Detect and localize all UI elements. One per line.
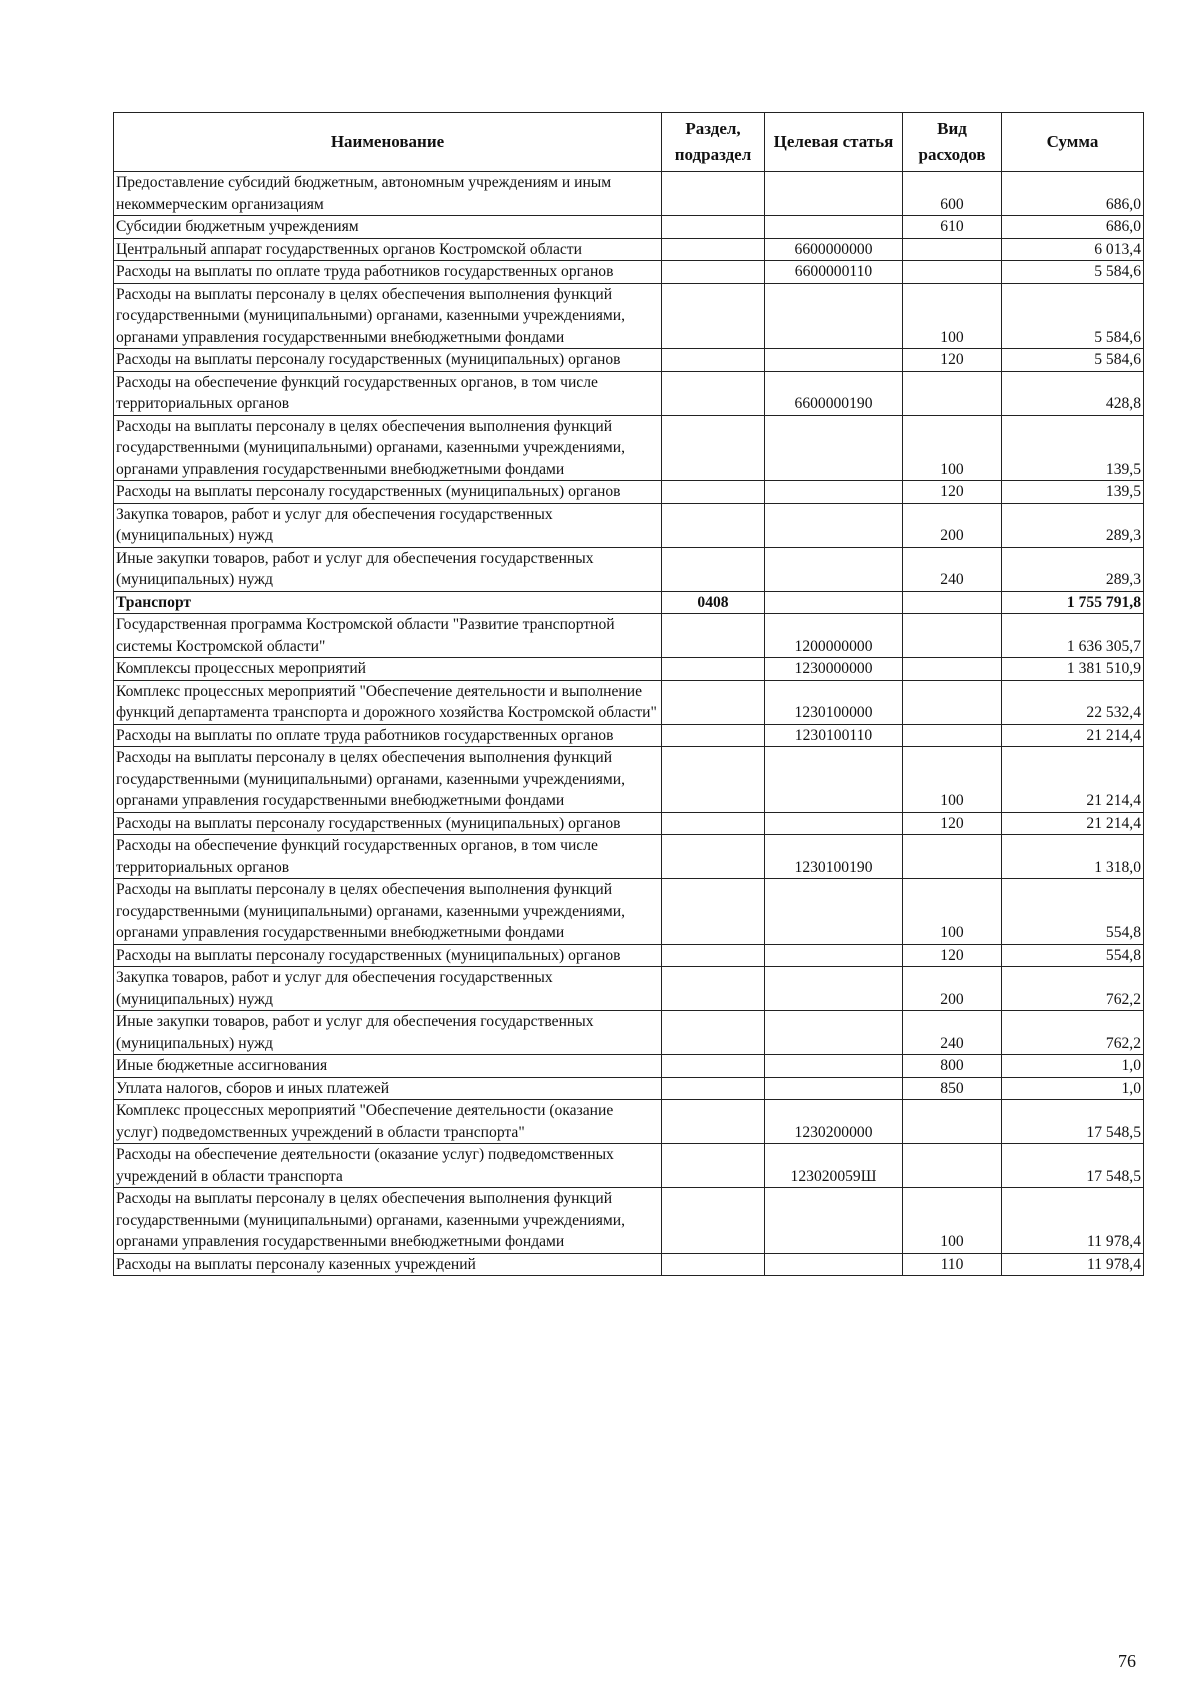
cell-type: 100 [903,283,1002,349]
cell-sum: 554,8 [1002,879,1144,945]
cell-name: Расходы на выплаты персоналу в целях обеспечения выполнения функций государственными (муниципальными) органами, казенными учреждениями, органами управления государственными внебюджетными фондами [114,747,662,813]
cell-type: 100 [903,879,1002,945]
cell-type: 800 [903,1055,1002,1078]
cell-sum: 6 013,4 [1002,238,1144,261]
cell-type: 240 [903,1011,1002,1055]
header-type: Вид расходов [903,113,1002,172]
cell-sum: 139,5 [1002,415,1144,481]
cell-sum: 554,8 [1002,944,1144,967]
cell-section [662,1100,765,1144]
cell-type [903,614,1002,658]
cell-sum: 289,3 [1002,503,1144,547]
cell-target [765,503,903,547]
cell-name: Государственная программа Костромской области "Развитие транспортной системы Костромской области" [114,614,662,658]
cell-type [903,724,1002,747]
cell-type: 610 [903,216,1002,239]
table-row [114,503,1144,547]
cell-sum: 1,0 [1002,1077,1144,1100]
table-row [114,481,1144,504]
table-row [114,835,1144,879]
cell-name: Расходы на выплаты по оплате труда работников государственных органов [114,261,662,284]
cell-target: 123020059Ш [765,1144,903,1188]
cell-type: 200 [903,967,1002,1011]
cell-name: Расходы на выплаты персоналу государственных (муниципальных) органов [114,944,662,967]
cell-name: Расходы на выплаты персоналу государственных (муниципальных) органов [114,481,662,504]
cell-target: 1230100110 [765,724,903,747]
cell-type [903,238,1002,261]
cell-name: Комплекс процессных мероприятий "Обеспечение деятельности и выполнение функций департамента транспорта и дорожного хозяйства Костромской области" [114,680,662,724]
table-row [114,812,1144,835]
table-row [114,371,1144,415]
cell-type: 100 [903,747,1002,813]
cell-sum: 139,5 [1002,481,1144,504]
cell-name: Субсидии бюджетным учреждениям [114,216,662,239]
cell-section [662,967,765,1011]
header-sum: Сумма [1002,113,1144,172]
cell-sum: 1 318,0 [1002,835,1144,879]
cell-name: Уплата налогов, сборов и иных платежей [114,1077,662,1100]
cell-section [662,658,765,681]
cell-target [765,1188,903,1254]
cell-type: 120 [903,349,1002,372]
table-row [114,967,1144,1011]
cell-target [765,547,903,591]
cell-type: 110 [903,1253,1002,1276]
cell-name: Расходы на выплаты по оплате труда работников государственных органов [114,724,662,747]
table-row [114,680,1144,724]
cell-sum: 762,2 [1002,967,1144,1011]
cell-name: Расходы на обеспечение функций государственных органов, в том числе территориальных органов [114,371,662,415]
cell-target: 1230200000 [765,1100,903,1144]
cell-target: 6600000000 [765,238,903,261]
table-row [114,415,1144,481]
cell-target [765,216,903,239]
cell-sum: 11 978,4 [1002,1188,1144,1254]
cell-section: 0408 [662,591,765,614]
table-row [114,614,1144,658]
cell-sum: 1 381 510,9 [1002,658,1144,681]
cell-type: 120 [903,481,1002,504]
cell-target [765,283,903,349]
table-row [114,879,1144,945]
cell-sum: 686,0 [1002,172,1144,216]
cell-target: 1200000000 [765,614,903,658]
cell-type [903,371,1002,415]
cell-name: Расходы на выплаты персоналу казенных учреждений [114,1253,662,1276]
table-row [114,283,1144,349]
cell-name: Расходы на выплаты персоналу государственных (муниципальных) органов [114,812,662,835]
cell-name: Закупка товаров, работ и услуг для обеспечения государственных (муниципальных) нужд [114,967,662,1011]
cell-section [662,172,765,216]
cell-section [662,349,765,372]
cell-sum: 21 214,4 [1002,747,1144,813]
cell-type: 120 [903,944,1002,967]
cell-section [662,1253,765,1276]
cell-type: 850 [903,1077,1002,1100]
cell-target [765,481,903,504]
cell-type [903,591,1002,614]
cell-section [662,283,765,349]
table-row [114,216,1144,239]
cell-target [765,1055,903,1078]
cell-name: Центральный аппарат государственных органов Костромской области [114,238,662,261]
table-row [114,172,1144,216]
cell-type: 120 [903,812,1002,835]
table-row [114,1100,1144,1144]
header-section: Раздел, подраздел [662,113,765,172]
table-row [114,658,1144,681]
cell-section [662,724,765,747]
table-row [114,944,1144,967]
cell-target [765,349,903,372]
cell-name: Комплексы процессных мероприятий [114,658,662,681]
cell-type [903,835,1002,879]
cell-section [662,481,765,504]
cell-target [765,1077,903,1100]
cell-section [662,1077,765,1100]
cell-sum: 17 548,5 [1002,1144,1144,1188]
table-row [114,724,1144,747]
cell-name: Расходы на обеспечение функций государственных органов, в том числе территориальных органов [114,835,662,879]
cell-section [662,944,765,967]
cell-name: Расходы на выплаты персоналу в целях обеспечения выполнения функций государственными (муниципальными) органами, казенными учреждениями, органами управления государственными внебюджетными фондами [114,879,662,945]
cell-section [662,503,765,547]
cell-type [903,261,1002,284]
cell-section [662,812,765,835]
table-row [114,1188,1144,1254]
table-row [114,591,1144,614]
cell-sum: 21 214,4 [1002,724,1144,747]
cell-target [765,591,903,614]
cell-name: Комплекс процессных мероприятий "Обеспечение деятельности (оказание услуг) подведомственных учреждений в области транспорта" [114,1100,662,1144]
cell-target [765,967,903,1011]
cell-target: 6600000190 [765,371,903,415]
cell-section [662,547,765,591]
table-row [114,1011,1144,1055]
table-row [114,547,1144,591]
cell-section [662,1188,765,1254]
cell-section [662,1055,765,1078]
cell-section [662,261,765,284]
cell-sum: 5 584,6 [1002,349,1144,372]
cell-name: Расходы на выплаты персоналу в целях обеспечения выполнения функций государственными (муниципальными) органами, казенными учреждениями, органами управления государственными внебюджетными фондами [114,415,662,481]
cell-sum: 17 548,5 [1002,1100,1144,1144]
cell-sum: 11 978,4 [1002,1253,1144,1276]
cell-target: 6600000110 [765,261,903,284]
cell-target [765,1253,903,1276]
cell-section [662,371,765,415]
cell-sum: 21 214,4 [1002,812,1144,835]
cell-sum: 1 755 791,8 [1002,591,1144,614]
header-name: Наименование [114,113,662,172]
table-row [114,747,1144,813]
cell-sum: 289,3 [1002,547,1144,591]
cell-name: Предоставление субсидий бюджетным, автономным учреждениям и иным некоммерческим организациям [114,172,662,216]
cell-section [662,238,765,261]
cell-name: Расходы на обеспечение деятельности (оказание услуг) подведомственных учреждений в области транспорта [114,1144,662,1188]
cell-target: 1230100190 [765,835,903,879]
cell-name: Иные бюджетные ассигнования [114,1055,662,1078]
cell-name: Расходы на выплаты персоналу в целях обеспечения выполнения функций государственными (муниципальными) органами, казенными учреждениями, органами управления государственными внебюджетными фондами [114,1188,662,1254]
cell-section [662,835,765,879]
cell-target [765,879,903,945]
table-row [114,1253,1144,1276]
cell-name: Транспорт [114,591,662,614]
cell-name: Иные закупки товаров, работ и услуг для обеспечения государственных (муниципальных) нужд [114,1011,662,1055]
cell-section [662,1011,765,1055]
cell-section [662,680,765,724]
cell-type: 600 [903,172,1002,216]
cell-section [662,747,765,813]
cell-name: Расходы на выплаты персоналу в целях обеспечения выполнения функций государственными (муниципальными) органами, казенными учреждениями, органами управления государственными внебюджетными фондами [114,283,662,349]
cell-sum: 1 636 305,7 [1002,614,1144,658]
cell-sum: 762,2 [1002,1011,1144,1055]
cell-sum: 5 584,6 [1002,283,1144,349]
page-number: 76 [1118,1651,1136,1671]
cell-target [765,747,903,813]
cell-type [903,680,1002,724]
cell-target [765,812,903,835]
cell-section [662,415,765,481]
cell-target: 1230000000 [765,658,903,681]
cell-type: 200 [903,503,1002,547]
table-header-row [114,113,1144,172]
cell-sum: 428,8 [1002,371,1144,415]
cell-section [662,614,765,658]
cell-sum: 22 532,4 [1002,680,1144,724]
cell-type [903,658,1002,681]
cell-type [903,1100,1002,1144]
table-row [114,238,1144,261]
cell-target [765,944,903,967]
table-row [114,1144,1144,1188]
cell-sum: 5 584,6 [1002,261,1144,284]
header-target: Целевая статья [765,113,903,172]
table-row [114,1055,1144,1078]
cell-target [765,415,903,481]
cell-name: Закупка товаров, работ и услуг для обеспечения государственных (муниципальных) нужд [114,503,662,547]
table-row [114,261,1144,284]
cell-target: 1230100000 [765,680,903,724]
cell-sum: 686,0 [1002,216,1144,239]
cell-section [662,216,765,239]
cell-type: 100 [903,415,1002,481]
cell-type: 240 [903,547,1002,591]
cell-section [662,879,765,945]
table-row [114,1077,1144,1100]
cell-name: Иные закупки товаров, работ и услуг для обеспечения государственных (муниципальных) нужд [114,547,662,591]
cell-target [765,172,903,216]
cell-sum: 1,0 [1002,1055,1144,1078]
budget-table [113,112,1144,1276]
cell-target [765,1011,903,1055]
cell-type: 100 [903,1188,1002,1254]
cell-type [903,1144,1002,1188]
cell-section [662,1144,765,1188]
cell-name: Расходы на выплаты персоналу государственных (муниципальных) органов [114,349,662,372]
table-body [114,172,1144,1276]
table-row [114,349,1144,372]
